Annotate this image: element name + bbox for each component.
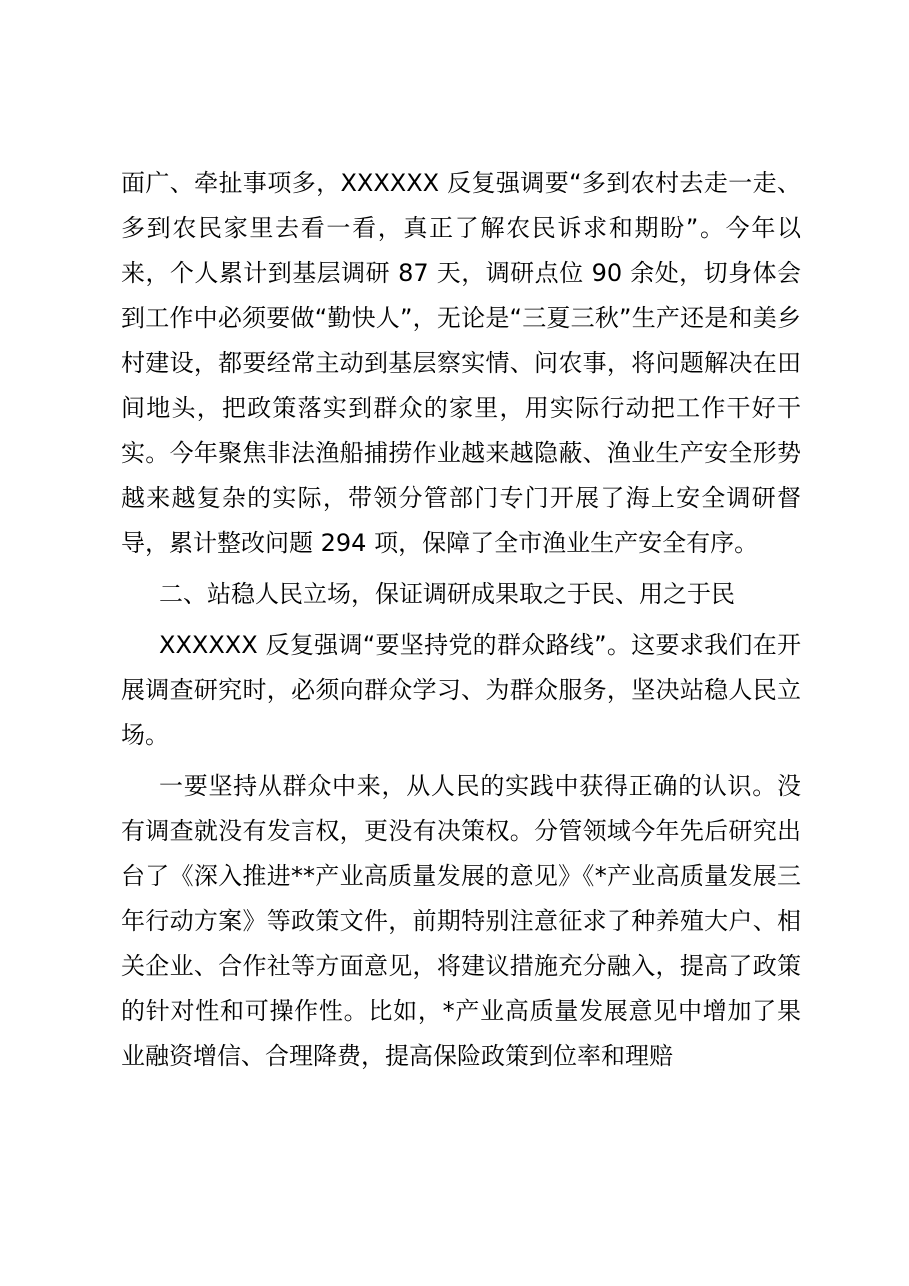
paragraph-point-one: 一要坚持从群众中来，从人民的实践中获得正确的认识。没有调查就没有发言权，更没有决策权。分管领域今年先后研究出台了《深入推进**产业高质量发展的意见》《*产业高质量发展三年行动方案》等政策文件，前期特别注意征求了种养殖大户、相关企业、合作社等方面意见，将建议措施充分融入，提高了政策的针对性和可操作性。比如，*产业高质量发展意见中增加了果业融资增信、合理降费，提高保险政策到位率和理赔 [121,772,801,1070]
section-heading: 二、站稳人民立场，保证调研成果取之于民、用之于民 [159,580,735,608]
paragraph-continuation: 面广、牵扯事项多，XXXXXX 反复强调要“多到农村去走一走、多到农民家里去看一看，真正了解农民诉求和期盼”。今年以来，个人累计到基层调研 87 天，调研点位 90 余处，切身体会到工作中必须要做“勤快人”，无论是“三夏三秋”生产还是和美乡村建设，都要经常主动到基层察实情、问农事，将问题解决在田间地头，把政策落实到群众的家里，用实际行动把工作干好干实。今年聚焦非法渔船捕捞作业越来越隐蔽、渔业生产安全形势越来越复杂的实际，带领分管部门专门开展了海上安全调研督导，累计整改问题 294 项，保障了全市渔业生产安全有序。 [121,169,801,557]
document-body [121,161,801,1079]
paragraph-intro: XXXXXX 反复强调“要坚持党的群众路线”。这要求我们在开展调查研究时，必须向群众学习、为群众服务，坚决站稳人民立场。 [121,631,801,749]
